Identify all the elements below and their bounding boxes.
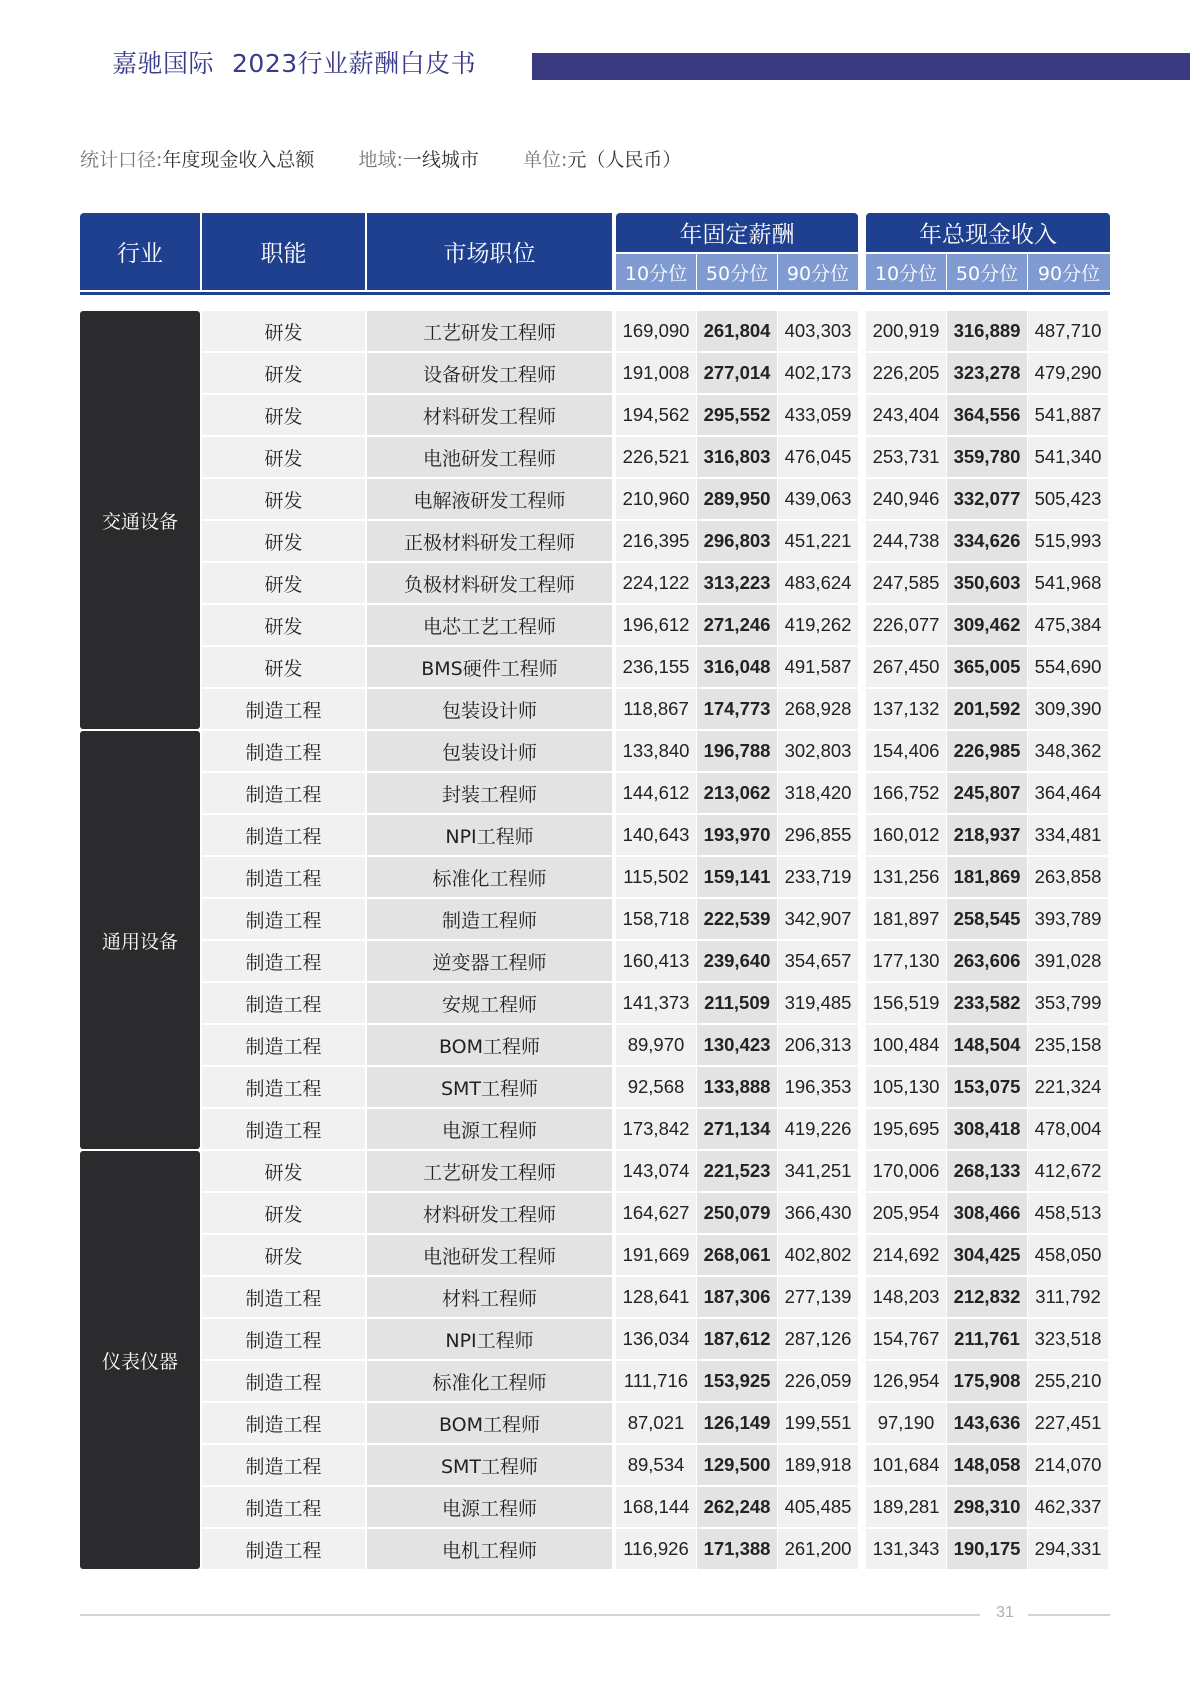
fixed-p90-cell: 287,126	[778, 1319, 858, 1359]
position-cell: 逆变器工程师	[367, 941, 612, 981]
header-industry: 行业	[80, 213, 200, 290]
fixed-p50-cell: 295,552	[697, 395, 777, 435]
fixed-p90-cell: 296,855	[778, 815, 858, 855]
total-p90-cell: 348,362	[1028, 731, 1108, 771]
fixed-p90-cell: 341,251	[778, 1151, 858, 1191]
function-cell: 制造工程	[202, 1319, 365, 1359]
stat-label: 统计口径:	[80, 149, 163, 171]
total-p90-cell: 227,451	[1028, 1403, 1108, 1443]
filter-line	[80, 145, 719, 172]
position-cell: 工艺研发工程师	[367, 1151, 612, 1191]
fixed-p90-cell: 302,803	[778, 731, 858, 771]
fixed-p50-cell: 126,149	[697, 1403, 777, 1443]
position-cell: 电解液研发工程师	[367, 479, 612, 519]
table-row	[80, 437, 1110, 479]
table-row	[80, 689, 1110, 731]
total-p50-cell: 212,832	[947, 1277, 1027, 1317]
total-p10-cell: 240,946	[866, 479, 946, 519]
table-row	[80, 1235, 1110, 1277]
fixed-p90-cell: 402,173	[778, 353, 858, 393]
fixed-p10-cell: 196,612	[616, 605, 696, 645]
position-cell: 电芯工艺工程师	[367, 605, 612, 645]
position-cell: 标准化工程师	[367, 857, 612, 897]
total-p10-cell: 154,406	[866, 731, 946, 771]
total-p90-cell: 391,028	[1028, 941, 1108, 981]
fixed-p10-cell: 128,641	[616, 1277, 696, 1317]
fixed-p50-cell: 239,640	[697, 941, 777, 981]
total-p90-cell: 412,672	[1028, 1151, 1108, 1191]
position-cell: BOM工程师	[367, 1403, 612, 1443]
total-p50-cell: 308,418	[947, 1109, 1027, 1149]
total-p50-cell: 323,278	[947, 353, 1027, 393]
total-p90-cell: 487,710	[1028, 311, 1108, 351]
total-p50-cell: 233,582	[947, 983, 1027, 1023]
fixed-p90-cell: 405,485	[778, 1487, 858, 1527]
total-p90-cell: 458,050	[1028, 1235, 1108, 1275]
fixed-p50-cell: 211,509	[697, 983, 777, 1023]
position-cell: 材料工程师	[367, 1277, 612, 1317]
fixed-p50-cell: 187,612	[697, 1319, 777, 1359]
fixed-p90-cell: 277,139	[778, 1277, 858, 1317]
fixed-p50-cell: 133,888	[697, 1067, 777, 1107]
total-p90-cell: 458,513	[1028, 1193, 1108, 1233]
fixed-p90-cell: 189,918	[778, 1445, 858, 1485]
total-p10-cell: 105,130	[866, 1067, 946, 1107]
position-cell: 正极材料研发工程师	[367, 521, 612, 561]
industry-cell: 通用设备	[80, 731, 200, 1149]
total-p50-cell: 365,005	[947, 647, 1027, 687]
function-cell: 制造工程	[202, 1403, 365, 1443]
total-p50-cell: 334,626	[947, 521, 1027, 561]
header-fixed-p50: 50分位	[697, 254, 777, 290]
fixed-p50-cell: 316,803	[697, 437, 777, 477]
total-p10-cell: 195,695	[866, 1109, 946, 1149]
position-cell: NPI工程师	[367, 1319, 612, 1359]
function-cell: 研发	[202, 521, 365, 561]
total-p10-cell: 137,132	[866, 689, 946, 729]
total-p50-cell: 201,592	[947, 689, 1027, 729]
brand-name: 嘉驰国际	[112, 49, 215, 78]
position-cell: 制造工程师	[367, 899, 612, 939]
total-p10-cell: 131,343	[866, 1529, 946, 1569]
header-total-cash: 年总现金收入	[866, 213, 1110, 252]
function-cell: 制造工程	[202, 689, 365, 729]
function-cell: 制造工程	[202, 1067, 365, 1107]
table-row	[80, 1193, 1110, 1235]
table-row	[80, 1025, 1110, 1067]
fixed-p10-cell: 140,643	[616, 815, 696, 855]
fixed-p10-cell: 89,534	[616, 1445, 696, 1485]
total-p90-cell: 505,423	[1028, 479, 1108, 519]
fixed-p50-cell: 262,248	[697, 1487, 777, 1527]
footer-rule	[80, 1614, 980, 1616]
position-cell: 材料研发工程师	[367, 395, 612, 435]
total-p10-cell: 177,130	[866, 941, 946, 981]
function-cell: 制造工程	[202, 1361, 365, 1401]
table-row	[80, 1487, 1110, 1529]
table-row	[80, 815, 1110, 857]
unit-label: 单位:	[522, 149, 568, 171]
total-p90-cell: 263,858	[1028, 857, 1108, 897]
total-p50-cell: 226,985	[947, 731, 1027, 771]
fixed-p90-cell: 476,045	[778, 437, 858, 477]
fixed-p10-cell: 92,568	[616, 1067, 696, 1107]
header-accent-bar	[532, 53, 1190, 80]
table-row	[80, 1109, 1110, 1151]
total-p50-cell: 332,077	[947, 479, 1027, 519]
header-fixed-pay: 年固定薪酬	[616, 213, 858, 252]
total-p10-cell: 253,731	[866, 437, 946, 477]
total-p50-cell: 211,761	[947, 1319, 1027, 1359]
total-p10-cell: 200,919	[866, 311, 946, 351]
total-p90-cell: 311,792	[1028, 1277, 1108, 1317]
total-p90-cell: 221,324	[1028, 1067, 1108, 1107]
total-p10-cell: 181,897	[866, 899, 946, 939]
page-number: 31	[996, 1604, 1014, 1621]
footer-rule-right	[1028, 1614, 1110, 1616]
total-p50-cell: 190,175	[947, 1529, 1027, 1569]
function-cell: 研发	[202, 395, 365, 435]
fixed-p50-cell: 271,134	[697, 1109, 777, 1149]
position-cell: BOM工程师	[367, 1025, 612, 1065]
fixed-p10-cell: 144,612	[616, 773, 696, 813]
fixed-p90-cell: 354,657	[778, 941, 858, 981]
total-p50-cell: 298,310	[947, 1487, 1027, 1527]
position-cell: 电机工程师	[367, 1529, 612, 1569]
fixed-p10-cell: 173,842	[616, 1109, 696, 1149]
table-row	[80, 563, 1110, 605]
total-p50-cell: 148,504	[947, 1025, 1027, 1065]
function-cell: 制造工程	[202, 1529, 365, 1569]
fixed-p50-cell: 271,246	[697, 605, 777, 645]
function-cell: 制造工程	[202, 1445, 365, 1485]
function-cell: 制造工程	[202, 983, 365, 1023]
total-p50-cell: 218,937	[947, 815, 1027, 855]
fixed-p10-cell: 87,021	[616, 1403, 696, 1443]
total-p50-cell: 148,058	[947, 1445, 1027, 1485]
table-row	[80, 311, 1110, 353]
fixed-p10-cell: 133,840	[616, 731, 696, 771]
industry-cell: 交通设备	[80, 311, 200, 729]
function-cell: 研发	[202, 479, 365, 519]
total-p90-cell: 255,210	[1028, 1361, 1108, 1401]
total-p10-cell: 97,190	[866, 1403, 946, 1443]
total-p10-cell: 267,450	[866, 647, 946, 687]
table-row	[80, 899, 1110, 941]
fixed-p10-cell: 141,373	[616, 983, 696, 1023]
position-cell: 工艺研发工程师	[367, 311, 612, 351]
function-cell: 制造工程	[202, 1277, 365, 1317]
total-p90-cell: 235,158	[1028, 1025, 1108, 1065]
table-row	[80, 1403, 1110, 1445]
total-p50-cell: 245,807	[947, 773, 1027, 813]
position-cell: 包装设计师	[367, 689, 612, 729]
function-cell: 制造工程	[202, 1025, 365, 1065]
total-p90-cell: 478,004	[1028, 1109, 1108, 1149]
total-p10-cell: 226,077	[866, 605, 946, 645]
total-p90-cell: 334,481	[1028, 815, 1108, 855]
function-cell: 研发	[202, 1151, 365, 1191]
fixed-p90-cell: 342,907	[778, 899, 858, 939]
fixed-p10-cell: 118,867	[616, 689, 696, 729]
fixed-p90-cell: 268,928	[778, 689, 858, 729]
total-p10-cell: 243,404	[866, 395, 946, 435]
region-value: 一线城市	[402, 149, 479, 171]
fixed-p10-cell: 136,034	[616, 1319, 696, 1359]
position-cell: 材料研发工程师	[367, 1193, 612, 1233]
total-p90-cell: 353,799	[1028, 983, 1108, 1023]
total-p10-cell: 205,954	[866, 1193, 946, 1233]
fixed-p50-cell: 193,970	[697, 815, 777, 855]
fixed-p50-cell: 130,423	[697, 1025, 777, 1065]
function-cell: 研发	[202, 311, 365, 351]
fixed-p10-cell: 168,144	[616, 1487, 696, 1527]
total-p90-cell: 475,384	[1028, 605, 1108, 645]
function-cell: 研发	[202, 605, 365, 645]
total-p90-cell: 364,464	[1028, 773, 1108, 813]
function-cell: 制造工程	[202, 731, 365, 771]
total-p10-cell: 101,684	[866, 1445, 946, 1485]
total-p10-cell: 214,692	[866, 1235, 946, 1275]
function-cell: 制造工程	[202, 773, 365, 813]
fixed-p10-cell: 224,122	[616, 563, 696, 603]
table-row	[80, 647, 1110, 689]
function-cell: 制造工程	[202, 1109, 365, 1149]
fixed-p50-cell: 316,048	[697, 647, 777, 687]
header-total-p10: 10分位	[866, 254, 946, 290]
table-row	[80, 605, 1110, 647]
total-p10-cell: 160,012	[866, 815, 946, 855]
function-cell: 制造工程	[202, 857, 365, 897]
total-p90-cell: 393,789	[1028, 899, 1108, 939]
table-row	[80, 1067, 1110, 1109]
fixed-p90-cell: 318,420	[778, 773, 858, 813]
total-p50-cell: 153,075	[947, 1067, 1027, 1107]
table-row	[80, 1361, 1110, 1403]
fixed-p90-cell: 451,221	[778, 521, 858, 561]
total-p10-cell: 148,203	[866, 1277, 946, 1317]
stat-value: 年度现金收入总额	[162, 149, 315, 171]
fixed-p50-cell: 277,014	[697, 353, 777, 393]
total-p50-cell: 309,462	[947, 605, 1027, 645]
report-name: 2023行业薪酬白皮书	[232, 49, 477, 78]
table-row	[80, 1529, 1110, 1571]
table-row	[80, 1445, 1110, 1487]
position-cell: 电池研发工程师	[367, 437, 612, 477]
position-cell: 封装工程师	[367, 773, 612, 813]
industry-cell: 仪表仪器	[80, 1151, 200, 1569]
report-title	[112, 44, 476, 80]
header-fixed-p10: 10分位	[616, 254, 696, 290]
fixed-p90-cell: 439,063	[778, 479, 858, 519]
total-p10-cell: 189,281	[866, 1487, 946, 1527]
function-cell: 研发	[202, 1193, 365, 1233]
fixed-p50-cell: 187,306	[697, 1277, 777, 1317]
fixed-p50-cell: 313,223	[697, 563, 777, 603]
total-p10-cell: 126,954	[866, 1361, 946, 1401]
position-cell: 电池研发工程师	[367, 1235, 612, 1275]
total-p10-cell: 154,767	[866, 1319, 946, 1359]
total-p90-cell: 462,337	[1028, 1487, 1108, 1527]
fixed-p10-cell: 164,627	[616, 1193, 696, 1233]
total-p90-cell: 309,390	[1028, 689, 1108, 729]
fixed-p10-cell: 160,413	[616, 941, 696, 981]
total-p90-cell: 515,993	[1028, 521, 1108, 561]
fixed-p90-cell: 233,719	[778, 857, 858, 897]
position-cell: 设备研发工程师	[367, 353, 612, 393]
fixed-p10-cell: 158,718	[616, 899, 696, 939]
total-p50-cell: 143,636	[947, 1403, 1027, 1443]
function-cell: 制造工程	[202, 815, 365, 855]
fixed-p50-cell: 213,062	[697, 773, 777, 813]
fixed-p10-cell: 216,395	[616, 521, 696, 561]
fixed-p90-cell: 196,353	[778, 1067, 858, 1107]
total-p50-cell: 316,889	[947, 311, 1027, 351]
total-p90-cell: 294,331	[1028, 1529, 1108, 1569]
function-cell: 研发	[202, 563, 365, 603]
unit-value: 元（人民币）	[567, 149, 682, 171]
total-p50-cell: 364,556	[947, 395, 1027, 435]
table-row	[80, 857, 1110, 899]
position-cell: BMS硬件工程师	[367, 647, 612, 687]
fixed-p90-cell: 261,200	[778, 1529, 858, 1569]
fixed-p50-cell: 153,925	[697, 1361, 777, 1401]
position-cell: 负极材料研发工程师	[367, 563, 612, 603]
position-cell: 电源工程师	[367, 1487, 612, 1527]
fixed-p50-cell: 268,061	[697, 1235, 777, 1275]
table-row	[80, 983, 1110, 1025]
function-cell: 制造工程	[202, 899, 365, 939]
fixed-p50-cell: 174,773	[697, 689, 777, 729]
fixed-p10-cell: 194,562	[616, 395, 696, 435]
table-row	[80, 479, 1110, 521]
function-cell: 研发	[202, 353, 365, 393]
fixed-p90-cell: 206,313	[778, 1025, 858, 1065]
fixed-p90-cell: 483,624	[778, 563, 858, 603]
fixed-p10-cell: 191,008	[616, 353, 696, 393]
total-p90-cell: 323,518	[1028, 1319, 1108, 1359]
total-p10-cell: 170,006	[866, 1151, 946, 1191]
total-p50-cell: 304,425	[947, 1235, 1027, 1275]
fixed-p90-cell: 433,059	[778, 395, 858, 435]
fixed-p10-cell: 191,669	[616, 1235, 696, 1275]
total-p90-cell: 554,690	[1028, 647, 1108, 687]
header-underline	[80, 292, 1110, 295]
total-p50-cell: 359,780	[947, 437, 1027, 477]
total-p50-cell: 258,545	[947, 899, 1027, 939]
fixed-p10-cell: 89,970	[616, 1025, 696, 1065]
total-p90-cell: 541,887	[1028, 395, 1108, 435]
table-row	[80, 521, 1110, 563]
table-row	[80, 1277, 1110, 1319]
table-row	[80, 1151, 1110, 1193]
total-p50-cell: 181,869	[947, 857, 1027, 897]
fixed-p90-cell: 199,551	[778, 1403, 858, 1443]
function-cell: 制造工程	[202, 941, 365, 981]
position-cell: 安规工程师	[367, 983, 612, 1023]
total-p90-cell: 479,290	[1028, 353, 1108, 393]
fixed-p10-cell: 169,090	[616, 311, 696, 351]
total-p10-cell: 100,484	[866, 1025, 946, 1065]
fixed-p10-cell: 115,502	[616, 857, 696, 897]
position-cell: 包装设计师	[367, 731, 612, 771]
fixed-p50-cell: 171,388	[697, 1529, 777, 1569]
fixed-p50-cell: 196,788	[697, 731, 777, 771]
fixed-p90-cell: 403,303	[778, 311, 858, 351]
header-total-p50: 50分位	[947, 254, 1027, 290]
position-cell: SMT工程师	[367, 1445, 612, 1485]
table-row	[80, 353, 1110, 395]
position-cell: SMT工程师	[367, 1067, 612, 1107]
fixed-p50-cell: 221,523	[697, 1151, 777, 1191]
table-row	[80, 773, 1110, 815]
function-cell: 研发	[202, 437, 365, 477]
fixed-p50-cell: 250,079	[697, 1193, 777, 1233]
fixed-p50-cell: 222,539	[697, 899, 777, 939]
fixed-p90-cell: 491,587	[778, 647, 858, 687]
fixed-p10-cell: 236,155	[616, 647, 696, 687]
function-cell: 研发	[202, 647, 365, 687]
header-position: 市场职位	[367, 213, 612, 290]
position-cell: 电源工程师	[367, 1109, 612, 1149]
fixed-p50-cell: 296,803	[697, 521, 777, 561]
total-p10-cell: 244,738	[866, 521, 946, 561]
total-p50-cell: 350,603	[947, 563, 1027, 603]
total-p10-cell: 131,256	[866, 857, 946, 897]
region-label: 地域:	[358, 149, 403, 171]
header-function: 职能	[202, 213, 365, 290]
total-p90-cell: 541,968	[1028, 563, 1108, 603]
fixed-p50-cell: 289,950	[697, 479, 777, 519]
total-p10-cell: 226,205	[866, 353, 946, 393]
total-p50-cell: 263,606	[947, 941, 1027, 981]
header-total-p90: 90分位	[1028, 254, 1110, 290]
function-cell: 制造工程	[202, 1487, 365, 1527]
position-cell: 标准化工程师	[367, 1361, 612, 1401]
fixed-p10-cell: 143,074	[616, 1151, 696, 1191]
fixed-p10-cell: 116,926	[616, 1529, 696, 1569]
total-p10-cell: 247,585	[866, 563, 946, 603]
table-row	[80, 395, 1110, 437]
fixed-p90-cell: 319,485	[778, 983, 858, 1023]
function-cell: 研发	[202, 1235, 365, 1275]
fixed-p50-cell: 159,141	[697, 857, 777, 897]
total-p90-cell: 541,340	[1028, 437, 1108, 477]
total-p50-cell: 308,466	[947, 1193, 1027, 1233]
total-p10-cell: 156,519	[866, 983, 946, 1023]
fixed-p90-cell: 226,059	[778, 1361, 858, 1401]
fixed-p10-cell: 226,521	[616, 437, 696, 477]
fixed-p90-cell: 419,262	[778, 605, 858, 645]
table-row	[80, 941, 1110, 983]
fixed-p90-cell: 419,226	[778, 1109, 858, 1149]
fixed-p10-cell: 111,716	[616, 1361, 696, 1401]
fixed-p90-cell: 402,802	[778, 1235, 858, 1275]
total-p10-cell: 166,752	[866, 773, 946, 813]
table-row	[80, 1319, 1110, 1361]
total-p50-cell: 268,133	[947, 1151, 1027, 1191]
position-cell: NPI工程师	[367, 815, 612, 855]
fixed-p50-cell: 129,500	[697, 1445, 777, 1485]
header-fixed-p90: 90分位	[778, 254, 858, 290]
fixed-p90-cell: 366,430	[778, 1193, 858, 1233]
total-p50-cell: 175,908	[947, 1361, 1027, 1401]
total-p90-cell: 214,070	[1028, 1445, 1108, 1485]
fixed-p10-cell: 210,960	[616, 479, 696, 519]
fixed-p50-cell: 261,804	[697, 311, 777, 351]
table-row	[80, 731, 1110, 773]
